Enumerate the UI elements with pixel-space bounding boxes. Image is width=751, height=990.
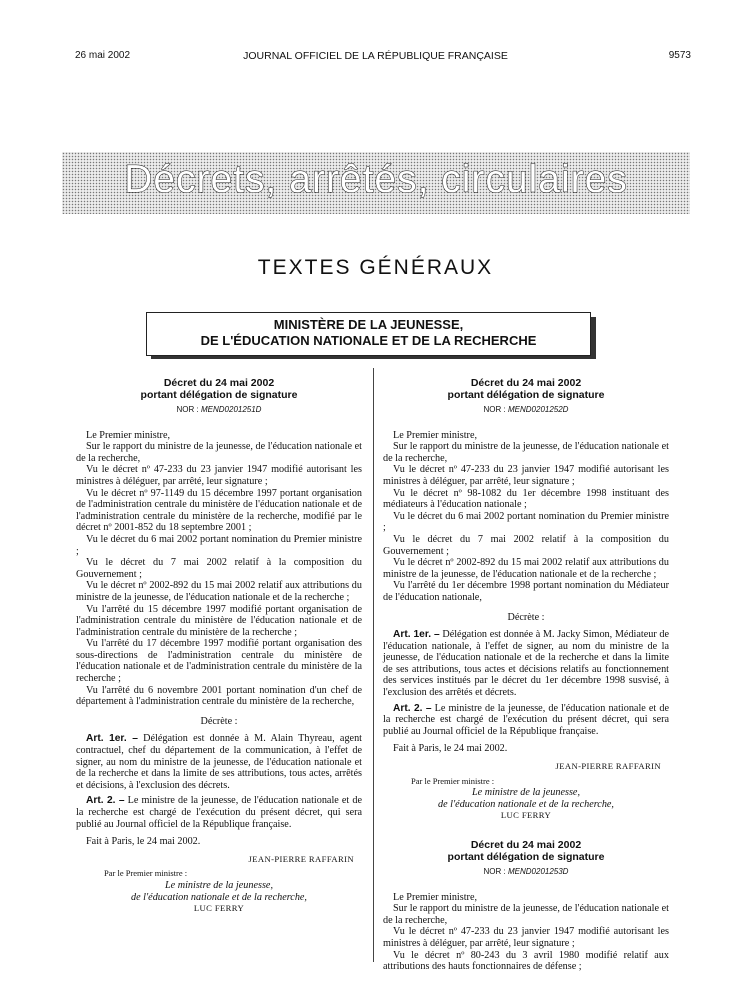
decree-paragraph: Sur le rapport du ministre de la jeunesse, de l'éducation nationale et de la recherche, bbox=[383, 903, 669, 926]
decree-paragraph: Le Premier ministre, bbox=[86, 429, 171, 441]
rubric-banner bbox=[62, 152, 690, 214]
nor-label: NOR : bbox=[483, 867, 506, 876]
header-page-number: 9573 bbox=[668, 50, 691, 61]
decree-paragraph: Vu le décret nº 97-1149 du 15 décembre 1997 portant organisation de l'administration centrale du ministère de l'éducation nationale et de l'administration centrale du ministère de la recherche, modifié par le décret nº 2001-852 du 18 septembre 2001 ; bbox=[76, 487, 362, 534]
article-2 bbox=[383, 703, 669, 738]
decree-nor bbox=[383, 404, 669, 416]
decree-paragraph: Le Premier ministre, bbox=[393, 891, 478, 903]
decrete-label: Décrète : bbox=[200, 715, 238, 727]
decrete-label: Décrète : bbox=[507, 611, 545, 623]
article-1 bbox=[383, 629, 669, 699]
article-2-text: Le ministre de la jeunesse, de l'éducation nationale et de la recherche est chargé de l'exécution du présent décret, qui sera publié au Journal officiel de la République française. bbox=[383, 702, 669, 737]
article-2-text: Le ministre de la jeunesse, de l'éducation nationale et de la recherche est chargé de l'exécution du présent décret, qui sera publié au Journal officiel de la République française. bbox=[76, 795, 362, 830]
decree-paragraph: Vu le décret nº 2002-892 du 15 mai 2002 relatif aux attributions du ministre de la jeunesse, de l'éducation nationale et de la recherche ; bbox=[76, 580, 362, 603]
decree-nor bbox=[383, 866, 669, 878]
article-1-label: Art. 1er. – bbox=[393, 629, 440, 641]
decree-paragraph: Vu l'arrêté du 1er décembre 1998 portant nomination du Médiateur de l'éducation nationale, bbox=[383, 580, 669, 603]
article-1-text: Délégation est donnée à M. Alain Thyreau, agent contractuel, chef du département de la communication, à l'effet de signer, au nom du ministre de la jeunesse, de l'éducation nationale et de la recherche et dans la limite de ses attributions, tous actes, arrêtés et décisions, à l'exclusion des décrets. bbox=[76, 733, 362, 791]
article-1-text: Délégation est donnée à M. Jacky Simon, Médiateur de l'éducation nationale, à l'effet de signer, au nom du ministre de la jeunesse, de l'éducation nationale et de la recherche et dans la limite de ses attributions, tous actes et décisions relatifs au fonctionnement des services institués par le décret du 1er décembre 1998 susvisé, à l'exclusion des arrêtés et décrets. bbox=[383, 629, 670, 699]
minister-title-2: de l'éducation nationale et de la recherche, bbox=[438, 798, 614, 810]
decree-paragraph: Vu le décret nº 47-233 du 23 janvier 1947 modifié autorisant les ministres à déléguer, par arrêté, leur signature ; bbox=[383, 926, 669, 949]
decree-paragraph: Vu le décret nº 80-243 du 3 avril 1980 modifié relatif aux attributions des hauts fonctionnaires de défense ; bbox=[383, 949, 669, 973]
article-1-label: Art. 1er. – bbox=[86, 733, 138, 745]
column-divider bbox=[373, 368, 374, 962]
article-2 bbox=[76, 795, 362, 830]
by-prime-minister: Par le Premier ministre : bbox=[411, 775, 495, 786]
header-date: 26 mai 2002 bbox=[75, 50, 131, 61]
article-2-label: Art. 2. – bbox=[393, 702, 432, 714]
ministry-line-2: DE L'ÉDUCATION NATIONALE ET DE LA RECHERCHE bbox=[200, 333, 537, 348]
minister-signature: LUC FERRY bbox=[193, 903, 245, 914]
nor-label: NOR : bbox=[176, 405, 199, 414]
decree-paragraph: Vu le décret du 7 mai 2002 relatif à la composition du Gouvernement ; bbox=[76, 557, 362, 580]
done-at-paris: Fait à Paris, le 24 mai 2002. bbox=[393, 743, 508, 755]
decree-paragraph: Vu le décret nº 2002-892 du 15 mai 2002 relatif aux attributions du ministre de la jeunesse, de l'éducation nationale et de la recherche ; bbox=[383, 557, 669, 580]
decree-paragraph: Vu le décret du 7 mai 2002 relatif à la composition du Gouvernement ; bbox=[383, 533, 669, 557]
decree-paragraph: Vu l'arrêté du 6 novembre 2001 portant nomination d'un chef de département à l'administration centrale du ministère de la recherche, bbox=[76, 684, 362, 708]
article-1 bbox=[76, 733, 362, 791]
header-journal-title: JOURNAL OFFICIEL DE LA RÉPUBLIQUE FRANÇAISE bbox=[243, 50, 508, 62]
decree-title-line-2: portant délégation de signature bbox=[447, 850, 605, 863]
prime-minister-signature: JEAN-PIERRE RAFFARIN bbox=[248, 853, 354, 864]
nor-code: MEND0201253D bbox=[507, 867, 569, 876]
decree-title-line-1: Décret du 24 mai 2002 bbox=[470, 377, 582, 389]
decree-paragraph: Le Premier ministre, bbox=[393, 429, 478, 441]
decree-title-line-1: Décret du 24 mai 2002 bbox=[163, 377, 275, 389]
decree-nor bbox=[76, 404, 362, 416]
ministry-heading bbox=[146, 312, 591, 356]
section-title: TEXTES GÉNÉRAUX bbox=[257, 256, 494, 279]
decree-paragraph: Vu l'arrêté du 17 décembre 1997 modifié portant organisation des sous-directions de l'administration centrale du ministère de l'éducation nationale et de l'administration centrale du ministère de la recherche ; bbox=[76, 638, 362, 685]
decree-paragraph: Sur le rapport du ministre de la jeunesse, de l'éducation nationale et de la recherche, bbox=[383, 441, 669, 464]
article-2-label: Art. 2. – bbox=[86, 795, 125, 807]
nor-code: MEND0201251D bbox=[200, 405, 262, 414]
decree-paragraph: Vu le décret nº 98-1082 du 1er décembre 1998 instituant des médiateurs à l'éducation nationale ; bbox=[383, 487, 669, 511]
decree-paragraph: Vu le décret nº 47-233 du 23 janvier 1947 modifié autorisant les ministres à déléguer, par arrêté, leur signature ; bbox=[76, 464, 362, 487]
minister-signature: LUC FERRY bbox=[500, 810, 552, 821]
decree-paragraph: Vu le décret du 6 mai 2002 portant nomination du Premier ministre ; bbox=[76, 533, 362, 557]
minister-title-1: Le ministre de la jeunesse, bbox=[472, 787, 580, 799]
decree-paragraph: Vu l'arrêté du 15 décembre 1997 modifié portant organisation de l'administration centrale du ministère de l'éducation nationale et de l'administration centrale du ministère de la recherche ; bbox=[76, 603, 362, 638]
decree-paragraph: Vu le décret du 6 mai 2002 portant nomination du Premier ministre ; bbox=[383, 510, 669, 534]
ministry-line-1: MINISTÈRE DE LA JEUNESSE, bbox=[273, 317, 464, 332]
by-prime-minister: Par le Premier ministre : bbox=[104, 868, 188, 879]
minister-title-1: Le ministre de la jeunesse, bbox=[165, 879, 273, 891]
decree-title-line-1: Décret du 24 mai 2002 bbox=[470, 839, 582, 851]
minister-title-2: de l'éducation nationale et de la recherche, bbox=[131, 891, 307, 903]
decree-1 bbox=[76, 378, 362, 915]
nor-label: NOR : bbox=[483, 405, 506, 414]
decree-title-line-2: portant délégation de signature bbox=[140, 388, 298, 401]
prime-minister-signature: JEAN-PIERRE RAFFARIN bbox=[555, 761, 661, 772]
done-at-paris: Fait à Paris, le 24 mai 2002. bbox=[86, 836, 201, 848]
decree-2 bbox=[383, 378, 669, 973]
nor-code: MEND0201252D bbox=[507, 405, 569, 414]
decree-paragraph: Sur le rapport du ministre de la jeunesse, de l'éducation nationale et de la recherche, bbox=[76, 441, 362, 464]
rubric-banner-title: Décrets, arrêtés, circulaires bbox=[124, 158, 628, 201]
decree-title-line-2: portant délégation de signature bbox=[447, 388, 605, 401]
decree-3 bbox=[383, 840, 669, 973]
decree-paragraph: Vu le décret nº 47-233 du 23 janvier 1947 modifié autorisant les ministres à déléguer, par arrêté, leur signature ; bbox=[383, 464, 669, 487]
